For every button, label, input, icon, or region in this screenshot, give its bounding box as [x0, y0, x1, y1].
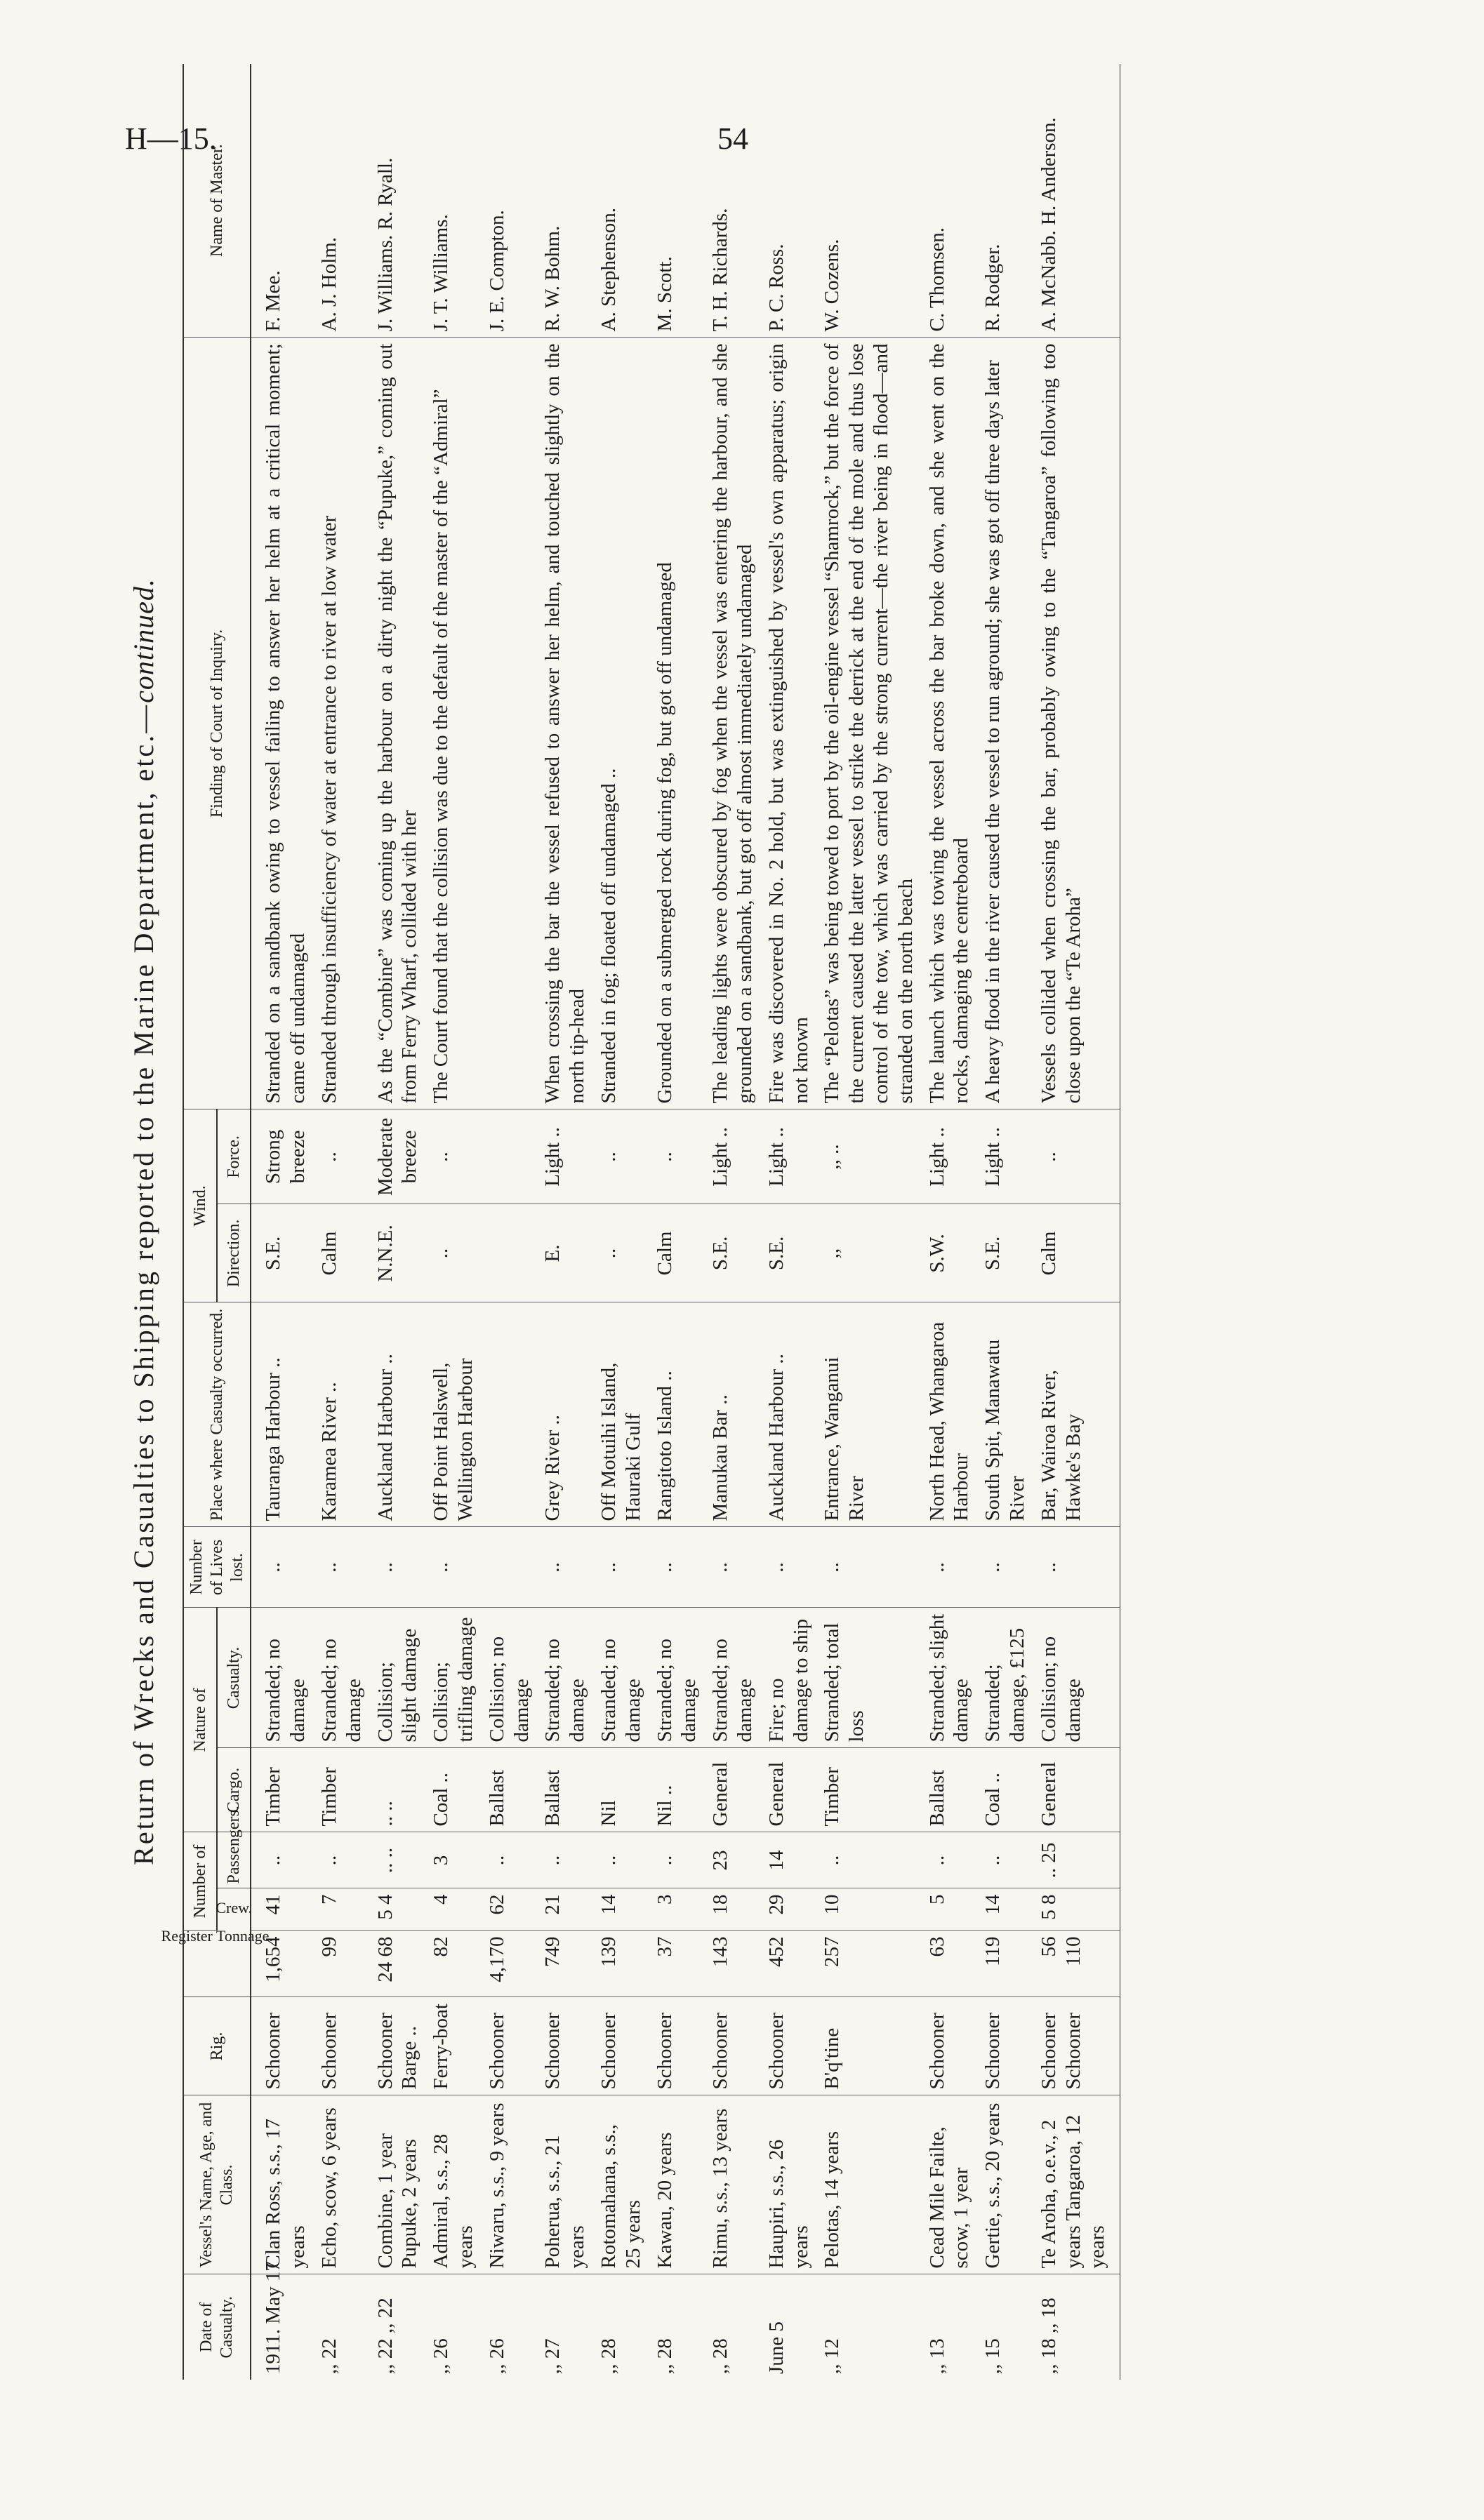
- cell-tonnage: 119: [977, 1931, 1033, 1997]
- cell-finding: The Court found that the collision was due to the default of the master of the “Admiral”: [425, 338, 482, 1109]
- cell-passengers: ..: [251, 1832, 314, 1888]
- table-row: [816, 64, 921, 2380]
- cell-vessel: Cead Mile Failte, scow, 1 year: [922, 2095, 978, 2274]
- cell-force: ..: [425, 1109, 482, 1204]
- table-row: [537, 64, 593, 2380]
- cell-casualty: Stranded; damage, £125: [977, 1608, 1033, 1748]
- cell-master: R. Rodger.: [977, 64, 1033, 338]
- cell-vessel: Haupiri, s.s., 26 years: [761, 2095, 817, 2274]
- col-wind: Wind.: [183, 1109, 217, 1302]
- cell-force: Light ..: [537, 1109, 593, 1204]
- cell-rig: B'q'tine: [816, 1997, 921, 2095]
- cell-place: Entrance, Wanganui River: [816, 1302, 921, 1527]
- cell-casualty: Stranded; no damage: [314, 1608, 370, 1748]
- cell-crew: 41: [251, 1888, 314, 1931]
- cell-master: C. Thomsen.: [922, 64, 978, 338]
- cell-crew: 62: [482, 1888, 538, 1931]
- cell-crew: 7: [314, 1888, 370, 1931]
- cell-passengers: ..: [816, 1832, 921, 1888]
- cell-finding: Stranded through insufficiency of water at entrance to river at low water: [314, 338, 370, 1109]
- cell-vessel: Gertie, s.s., 20 years: [977, 2095, 1033, 2274]
- cell-cargo: Timber: [314, 1748, 370, 1832]
- cell-passengers: 23: [705, 1832, 761, 1888]
- cell-rig: Schooner: [922, 1997, 978, 2095]
- cell-direction: ,,: [816, 1204, 921, 1302]
- cell-lives: ..: [314, 1527, 370, 1608]
- cell-direction: S.E.: [705, 1204, 761, 1302]
- cell-date: ,, 27: [541, 2338, 564, 2374]
- cell-casualty: Stranded; no damage: [649, 1608, 705, 1748]
- cell-passengers: ..: [922, 1832, 978, 1888]
- cell-vessel: Pelotas, 14 years: [816, 2095, 921, 2274]
- cell-passengers: 3: [425, 1832, 482, 1888]
- cell-direction: E.: [537, 1204, 593, 1302]
- cell-passengers: ..: [482, 1832, 538, 1888]
- cell-master: A. J. Holm.: [314, 64, 370, 338]
- cell-place: Karamea River ..: [314, 1302, 370, 1527]
- cell-cargo: General: [761, 1748, 817, 1832]
- cell-passengers: ..: [537, 1832, 593, 1888]
- page-number: 54: [717, 121, 748, 156]
- cell-tonnage: 452: [761, 1931, 817, 1997]
- cell-rig: Schooner: [705, 1997, 761, 2095]
- cell-rig: Schooner: [761, 1997, 817, 2095]
- cell-lives: ..: [537, 1527, 593, 1608]
- col-number-of: Number of: [183, 1832, 217, 1931]
- cell-date: ,, 22: [317, 2338, 340, 2374]
- cell-rig: Ferry-boat: [425, 1997, 482, 2095]
- cell-force: Moderate breeze: [370, 1109, 426, 1204]
- cell-vessel: Niwaru, s.s., 9 years: [482, 2095, 538, 2274]
- col-crew-label: Crew.: [216, 1898, 252, 1916]
- cell-passengers: 14: [761, 1832, 817, 1888]
- cell-lives: ..: [816, 1527, 921, 1608]
- cell-casualty: Stranded; no damage: [537, 1608, 593, 1748]
- table-title-continued: continued.: [128, 578, 159, 703]
- cell-force: ..: [1033, 1109, 1120, 1204]
- cell-cargo: Timber: [251, 1748, 314, 1832]
- cell-place: North Head, Whangaroa Harbour: [922, 1302, 978, 1527]
- table-row: [705, 64, 761, 2380]
- cell-tonnage: 1,654: [251, 1931, 314, 1997]
- cell-date: ,, 26: [485, 2338, 508, 2374]
- col-tonnage: [161, 1927, 273, 1997]
- cell-tonnage: 749: [537, 1931, 593, 1997]
- cell-casualty: Stranded; no damage: [251, 1608, 314, 1748]
- cell-master: A. Stephenson.: [593, 64, 649, 338]
- cell-vessel: Poherua, s.s., 21 years: [537, 2095, 593, 2274]
- col-force: Force.: [217, 1109, 251, 1204]
- cell-vessel: Te Aroha, o.e.v., 2 years Tangaroa, 12 years: [1033, 2095, 1120, 2274]
- cell-tonnage: 99: [314, 1931, 370, 1997]
- col-direction: Direction.: [217, 1204, 251, 1302]
- cell-date: 1911. May 17: [262, 2261, 285, 2374]
- cell-finding: Vessels collided when crossing the bar, probably owing to the “Tangaroa” following too close upon the “Te Aroha”: [1033, 338, 1120, 1109]
- cell-place: Rangitoto Island ..: [649, 1302, 705, 1527]
- cell-cargo: Ballast: [922, 1748, 978, 1832]
- cell-tonnage: 63: [922, 1931, 978, 1997]
- cell-direction: S.E.: [251, 1204, 314, 1302]
- cell-casualty: Stranded; total loss: [816, 1608, 921, 1748]
- cell-crew: 5 8: [1033, 1888, 1120, 1931]
- cell-date: ,, 22 ,, 22: [373, 2298, 397, 2374]
- cell-casualty: Collision; no damage: [1033, 1608, 1120, 1748]
- col-tonnage-label: Register Tonnage.: [161, 1927, 273, 1945]
- cell-cargo: General: [705, 1748, 761, 1832]
- cell-vessel: Admiral, s.s., 28 years: [425, 2095, 482, 2274]
- cell-master: P. C. Ross.: [761, 64, 817, 338]
- col-rig: Rig.: [183, 1997, 251, 2095]
- cell-rig: Schooner Barge ..: [370, 1997, 426, 2095]
- table-row: [593, 64, 649, 2380]
- cell-passengers: .. ..: [370, 1832, 426, 1888]
- cell-cargo: Nil: [593, 1748, 649, 1832]
- table-row: [761, 64, 817, 2380]
- cell-master: A. McNabb. H. Anderson.: [1033, 64, 1120, 338]
- cell-passengers: ..: [314, 1832, 370, 1888]
- table-row: [482, 64, 538, 2380]
- cell-casualty: Collision; slight damage: [370, 1608, 426, 1748]
- cell-date: ,, 28: [709, 2338, 732, 2374]
- cell-rig: Schooner: [537, 1997, 593, 2095]
- cell-lives: ..: [425, 1527, 482, 1608]
- cell-master: J. T. Williams.: [425, 64, 482, 338]
- cell-passengers: .. 25: [1033, 1832, 1120, 1888]
- cell-crew: 14: [977, 1888, 1033, 1931]
- cell-direction: N.N.E.: [370, 1204, 426, 1302]
- col-vessel: Vessel's Name, Age, and Class.: [183, 2095, 251, 2274]
- cell-force: Light ..: [922, 1109, 978, 1204]
- cell-finding: The “Pelotas” was being towed to port by the oil-engine vessel “Shamrock,” but the force of the current caused the latter vessel to strike the derrick at the end of the mole and thus lose control of the tow, which was carried by the strong current—the river being in flood—and stranded on the north beach: [816, 338, 921, 1109]
- cell-crew: 29: [761, 1888, 817, 1931]
- cell-crew: 14: [593, 1888, 649, 1931]
- cell-tonnage: 24 68: [370, 1931, 426, 1997]
- cell-lives: ..: [761, 1527, 817, 1608]
- cell-force: [482, 1109, 538, 1204]
- cell-tonnage: 143: [705, 1931, 761, 1997]
- cell-direction: Calm: [649, 1204, 705, 1302]
- cell-finding: As the “Combine” was coming up the harbour on a dirty night the “Pupuke,” coming out from Ferry Wharf, collided with her: [370, 338, 426, 1109]
- table-row: [1033, 64, 1120, 2380]
- col-master: Name of Master.: [183, 64, 251, 338]
- cell-lives: ..: [977, 1527, 1033, 1608]
- cell-direction: S.E.: [977, 1204, 1033, 1302]
- cell-tonnage: 82: [425, 1931, 482, 1997]
- cell-vessel: Echo, scow, 6 years: [314, 2095, 370, 2274]
- cell-finding: [482, 338, 538, 1109]
- cell-lives: ..: [370, 1527, 426, 1608]
- cell-crew: 3: [649, 1888, 705, 1931]
- col-cargo: Cargo.: [217, 1748, 251, 1832]
- cell-crew: 4: [425, 1888, 482, 1931]
- table-title-text: Return of Wrecks and Casualties to Shipping reported to the Marine Department, etc.—: [128, 702, 159, 1865]
- cell-date: ,, 12: [821, 2338, 844, 2374]
- cell-master: R. W. Bohm.: [537, 64, 593, 338]
- cell-vessel: Rotomahana, s.s., 25 years: [593, 2095, 649, 2274]
- cell-date: ,, 28: [597, 2338, 620, 2374]
- cell-force: ..: [649, 1109, 705, 1204]
- cell-lives: ..: [251, 1527, 314, 1608]
- cell-casualty: Stranded; no damage: [593, 1608, 649, 1748]
- cell-place: Auckland Harbour ..: [370, 1302, 426, 1527]
- cell-cargo: Ballast: [482, 1748, 538, 1832]
- cell-tonnage: 139: [593, 1931, 649, 1997]
- cell-rig: Schooner: [593, 1997, 649, 2095]
- cell-cargo: Coal ..: [425, 1748, 482, 1832]
- cell-direction: S.W.: [922, 1204, 978, 1302]
- cell-date: ,, 15: [981, 2338, 1005, 2374]
- cell-master: T. H. Richards.: [705, 64, 761, 338]
- col-date: Date of Casualty.: [183, 2274, 251, 2380]
- cell-tonnage: 4,170: [482, 1931, 538, 1997]
- cell-master: F. Mee.: [251, 64, 314, 338]
- cell-direction: ..: [593, 1204, 649, 1302]
- cell-finding: Grounded on a submerged rock during fog, but got off undamaged: [649, 338, 705, 1109]
- cell-date: ,, 13: [925, 2338, 948, 2374]
- cell-place: South Spit, Manawatu River: [977, 1302, 1033, 1527]
- cell-force: ,, ..: [816, 1109, 921, 1204]
- cell-direction: Calm: [1033, 1204, 1120, 1302]
- cell-place: Grey River ..: [537, 1302, 593, 1527]
- cell-date: ,, 18 ,, 18: [1033, 2274, 1120, 2380]
- table-row: [922, 64, 978, 2380]
- cell-lives: ..: [649, 1527, 705, 1608]
- cell-lives: ..: [705, 1527, 761, 1608]
- cell-force: ..: [314, 1109, 370, 1204]
- cell-finding: When crossing the bar the vessel refused to answer her helm, and touched slightly on the north tip-head: [537, 338, 593, 1109]
- table-row: [370, 64, 426, 2380]
- cell-casualty: Collision; no damage: [482, 1608, 538, 1748]
- cell-lives: [482, 1527, 538, 1608]
- cell-passengers: ..: [977, 1832, 1033, 1888]
- cell-tonnage: 56 110: [1033, 1931, 1120, 1997]
- cell-finding: Stranded in fog; floated off undamaged ..: [593, 338, 649, 1109]
- cell-vessel: Rimu, s.s., 13 years: [705, 2095, 761, 2274]
- cell-force: Light ..: [977, 1109, 1033, 1204]
- col-lives-lost: Number of Lives lost.: [183, 1527, 251, 1608]
- cell-casualty: Fire; no damage to ship: [761, 1608, 817, 1748]
- cell-master: J. Williams. R. Ryall.: [370, 64, 426, 338]
- col-passengers: Passengers.: [217, 1832, 251, 1888]
- table-row: [649, 64, 705, 2380]
- table-row: [977, 64, 1033, 2380]
- cell-casualty: Collision; trifling damage: [425, 1608, 482, 1748]
- cell-cargo: Nil ..: [649, 1748, 705, 1832]
- cell-place: Off Motuihi Island, Hauraki Gulf: [593, 1302, 649, 1527]
- cell-place: [482, 1302, 538, 1527]
- col-casualty: Casualty.: [217, 1608, 251, 1748]
- cell-rig: Schooner Schooner: [1033, 1997, 1120, 2095]
- table-row: [314, 64, 370, 2380]
- cell-tonnage: 257: [816, 1931, 921, 1997]
- cell-finding: The leading lights were obscured by fog when the vessel was entering the harbour, and she grounded on a sandbank, but got off almost immediately undamaged: [705, 338, 761, 1109]
- cell-place: Tauranga Harbour ..: [251, 1302, 314, 1527]
- cell-passengers: ..: [649, 1832, 705, 1888]
- cell-crew: 5 4: [370, 1888, 426, 1931]
- cell-force: ..: [593, 1109, 649, 1204]
- cell-force: Light ..: [705, 1109, 761, 1204]
- col-place: Place where Casualty occurred.: [183, 1302, 251, 1527]
- cell-cargo: Timber: [816, 1748, 921, 1832]
- cell-crew: 18: [705, 1888, 761, 1931]
- rotated-table-region: [119, 64, 1404, 2380]
- cell-date: June 5: [764, 2321, 788, 2374]
- cell-direction: Calm: [314, 1204, 370, 1302]
- cell-finding: The launch which was towing the vessel across the bar broke down, and she went on the rocks, damaging the centreboard: [922, 338, 978, 1109]
- cell-rig: Schooner: [482, 1997, 538, 2095]
- cell-crew: 10: [816, 1888, 921, 1931]
- cell-rig: Schooner: [251, 1997, 314, 2095]
- cell-rig: Schooner: [649, 1997, 705, 2095]
- cell-cargo: Coal ..: [977, 1748, 1033, 1832]
- cell-place: Auckland Harbour ..: [761, 1302, 817, 1527]
- cell-direction: ..: [425, 1204, 482, 1302]
- cell-vessel: Kawau, 20 years: [649, 2095, 705, 2274]
- cell-direction: S.E.: [761, 1204, 817, 1302]
- cell-rig: Schooner: [314, 1997, 370, 2095]
- cell-cargo: Ballast: [537, 1748, 593, 1832]
- cell-lives: ..: [1033, 1527, 1120, 1608]
- col-crew: [217, 1888, 251, 1931]
- cell-lives: ..: [922, 1527, 978, 1608]
- table-body: [251, 64, 1120, 2380]
- cell-finding: Fire was discovered in No. 2 hold, but was extinguished by vessel's own apparatus; origin not known: [761, 338, 817, 1109]
- cell-master: W. Cozens.: [816, 64, 921, 338]
- cell-force: Light ..: [761, 1109, 817, 1204]
- cell-direction: [482, 1204, 538, 1302]
- cell-rig: Schooner: [977, 1997, 1033, 2095]
- cell-vessel: Clan Ross, s.s., 17 years: [251, 2095, 314, 2274]
- cell-crew: 21: [537, 1888, 593, 1931]
- cell-casualty: Stranded; no damage: [705, 1608, 761, 1748]
- cell-vessel: Combine, 1 year Pupuke, 2 years: [370, 2095, 426, 2274]
- cell-force: Strong breeze: [251, 1109, 314, 1204]
- page-code: H—15.: [125, 121, 217, 156]
- cell-lives: ..: [593, 1527, 649, 1608]
- cell-place: Bar, Wairoa River, Hawke's Bay: [1033, 1302, 1120, 1527]
- table-row: [251, 64, 314, 2380]
- cell-casualty: Stranded; slight damage: [922, 1608, 978, 1748]
- cell-finding: Stranded on a sandbank owing to vessel failing to answer her helm at a critical moment; came off undamaged: [251, 338, 314, 1109]
- table-title: [119, 64, 168, 2380]
- cell-date: ,, 28: [653, 2338, 676, 2374]
- cell-master: M. Scott.: [649, 64, 705, 338]
- col-nature-of: Nature of: [183, 1608, 217, 1832]
- table-row: [425, 64, 482, 2380]
- cell-finding: A heavy flood in the river caused the vessel to run aground; she was got off three days later: [977, 338, 1033, 1109]
- cell-passengers: ..: [593, 1832, 649, 1888]
- cell-place: Off Point Halswell, Wellington Harbour: [425, 1302, 482, 1527]
- cell-date: ,, 26: [430, 2338, 453, 2374]
- cell-crew: 5: [922, 1888, 978, 1931]
- cell-tonnage: 37: [649, 1931, 705, 1997]
- cell-master: J. E. Compton.: [482, 64, 538, 338]
- cell-place: Manukau Bar ..: [705, 1302, 761, 1527]
- cell-cargo: .. ..: [370, 1748, 426, 1832]
- col-finding: Finding of Court of Inquiry.: [183, 338, 251, 1109]
- cell-cargo: General: [1033, 1748, 1120, 1832]
